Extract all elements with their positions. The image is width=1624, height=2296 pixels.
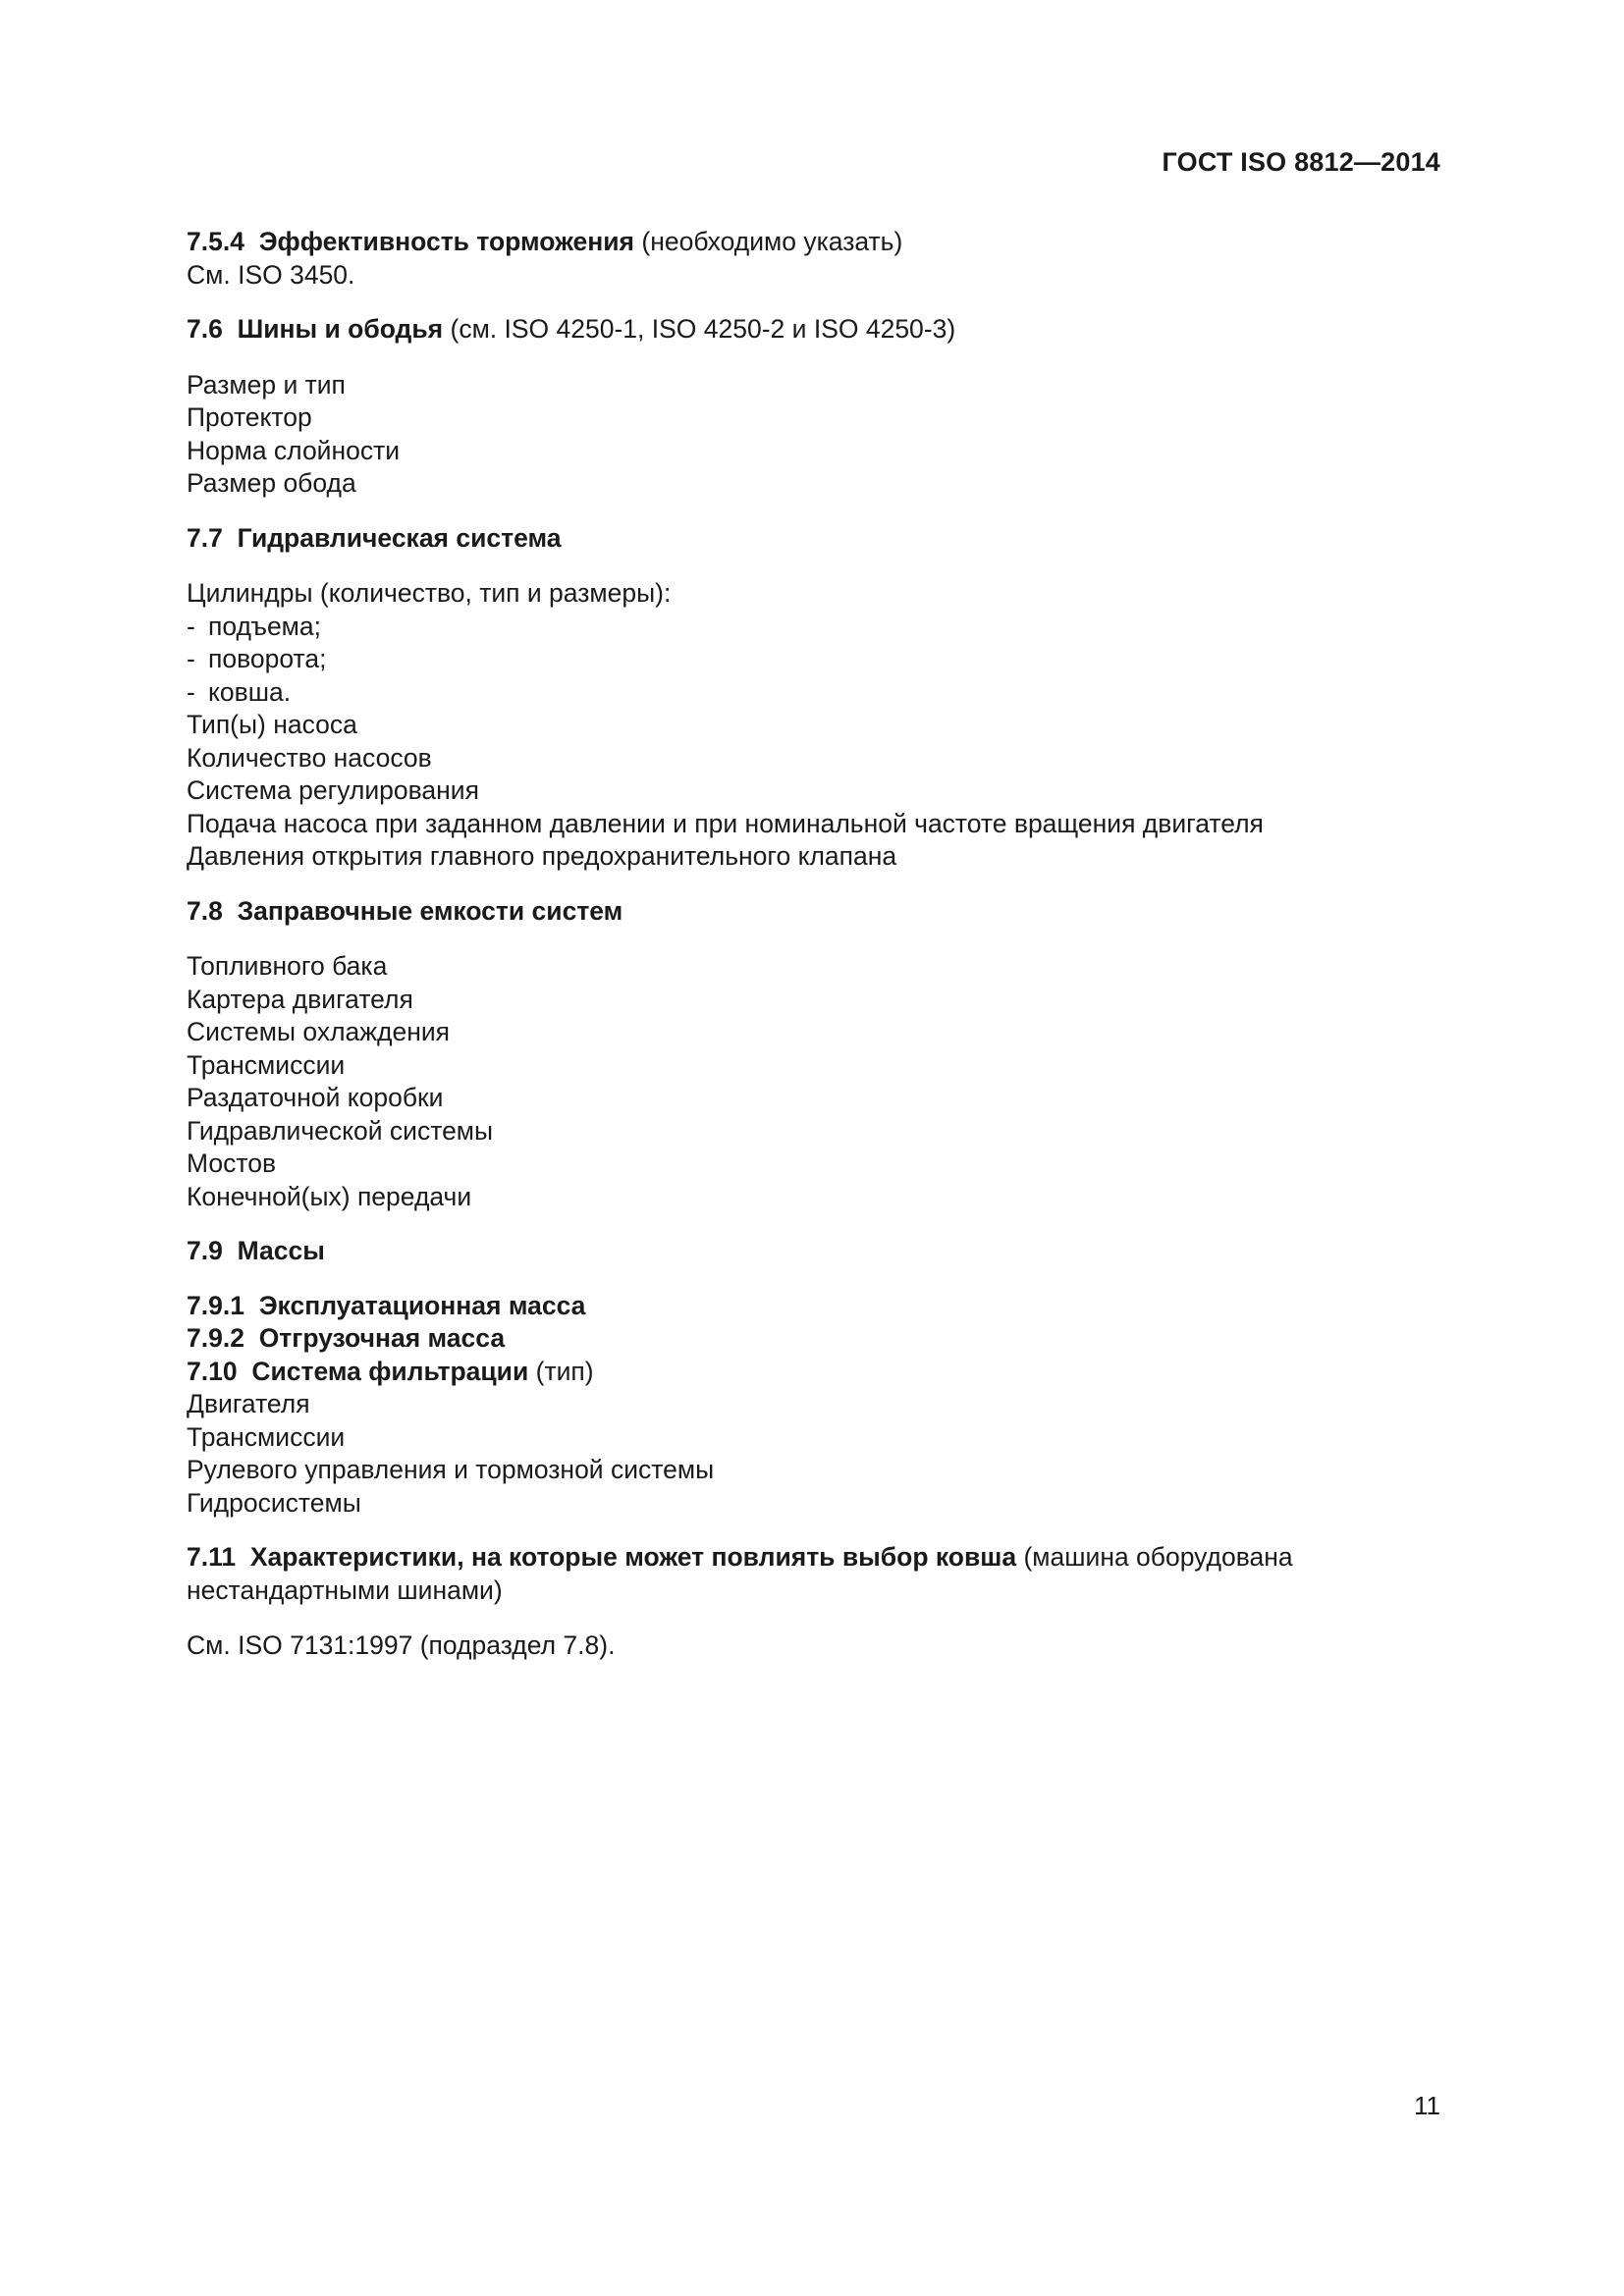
list-item: Системы охлаждения (187, 1017, 451, 1046)
section-title: Отгрузочная масса (258, 1323, 506, 1353)
section-number: 7.9.2 (187, 1323, 244, 1353)
list-item: Размер и тип (187, 369, 346, 400)
list-item: Раздаточной коробки (187, 1083, 444, 1112)
list-item: Трансмиссии (187, 1049, 346, 1080)
reference-text: См. ISO 7131:1997 (подраздел 7.8). (187, 1630, 616, 1660)
section-title: Заправочные емкости систем (237, 895, 623, 926)
list-item: Система регулирования (187, 775, 479, 805)
section-number: 7.9 (187, 1236, 223, 1265)
cylinders-label: Цилиндры (количество, тип и размеры): (187, 578, 672, 608)
section-note: (см. ISO 4250-1, ISO 4250-2 и ISO 4250-3) (450, 314, 956, 344)
section-title: Шины и ободья (237, 314, 444, 344)
reference-text: См. ISO 3450. (187, 259, 355, 290)
section-title: Характеристики, на которые может повлиять выбор ковша (249, 1542, 1017, 1572)
section-heading (187, 1322, 1443, 1356)
dash-item-text: подъема; (208, 611, 322, 641)
list-item: Мостов (187, 1148, 277, 1178)
dash-marker: - (187, 676, 195, 707)
list-item: Топливного бака (187, 951, 388, 981)
section-number: 7.7 (187, 522, 223, 553)
section-title: Гидравлическая система (237, 522, 562, 553)
section-7-11 (187, 1541, 1443, 1663)
section-heading (187, 895, 1443, 929)
list-item: Гидравлической системы (187, 1115, 494, 1146)
section-7-6 (187, 313, 1443, 501)
section-7-7 (187, 522, 1443, 874)
section-number: 7.6 (187, 314, 223, 344)
section-heading (187, 1290, 1443, 1323)
dash-item-text: поворота; (208, 644, 327, 673)
list-item: Двигателя (187, 1389, 310, 1418)
dash-list-item (187, 676, 1443, 710)
section-note: (машина оборудована (1023, 1542, 1293, 1572)
list-item: Конечной(ых) передачи (187, 1181, 472, 1211)
section-7-5-4 (187, 226, 1443, 292)
section-heading (187, 226, 1443, 259)
item-list (187, 369, 1443, 501)
item-list (187, 950, 1443, 1213)
section-note: (необходимо указать) (641, 227, 903, 256)
section-title: Массы (237, 1236, 325, 1265)
list-item: Протектор (187, 402, 312, 432)
list-item: Количество насосов (187, 742, 432, 773)
section-heading (187, 1541, 1443, 1575)
list-item: Давления открытия главного предохранительного клапана (187, 841, 897, 871)
page-number: 11 (1414, 2091, 1440, 2120)
dash-list-item (187, 643, 1443, 676)
section-7-9 (187, 1235, 1443, 1268)
document-body (187, 226, 1443, 1663)
item-list (187, 577, 1443, 874)
list-item: Норма слойности (187, 435, 401, 465)
section-title: Эффективность торможения (258, 227, 635, 256)
section-7-8 (187, 895, 1443, 1214)
list-item: Размер обода (187, 468, 356, 498)
document-code-header: ГОСТ ISO 8812—2014 (1162, 147, 1440, 177)
dash-marker: - (187, 644, 195, 673)
list-item: Подача насоса при заданном давлении и при номинальной частоте вращения двигателя (187, 808, 1264, 838)
section-number: 7.11 (187, 1542, 237, 1572)
section-number: 7.8 (187, 895, 223, 926)
section-number: 7.5.4 (187, 227, 244, 256)
section-heading (187, 522, 1443, 556)
section-7-9-subsections (187, 1290, 1443, 1521)
section-heading (187, 313, 1443, 347)
section-number: 7.10 (187, 1356, 238, 1386)
section-heading (187, 1356, 1443, 1389)
dash-list-item (187, 611, 1443, 644)
list-item: Картера двигателя (187, 984, 413, 1014)
list-item: Тип(ы) насоса (187, 710, 357, 739)
section-note: (тип) (535, 1356, 594, 1386)
section-title: Эксплуатационная масса (258, 1290, 586, 1320)
list-item: Трансмиссии (187, 1421, 346, 1452)
list-item: Гидросистемы (187, 1487, 361, 1518)
section-note-continued: нестандартными шинами) (187, 1575, 503, 1605)
dash-item-text: ковша. (208, 676, 292, 707)
dash-marker: - (187, 611, 195, 641)
list-item: Рулевого управления и тормозной системы (187, 1455, 715, 1484)
section-title: Система фильтрации (251, 1356, 529, 1386)
section-number: 7.9.1 (187, 1290, 244, 1320)
section-heading (187, 1235, 1443, 1268)
